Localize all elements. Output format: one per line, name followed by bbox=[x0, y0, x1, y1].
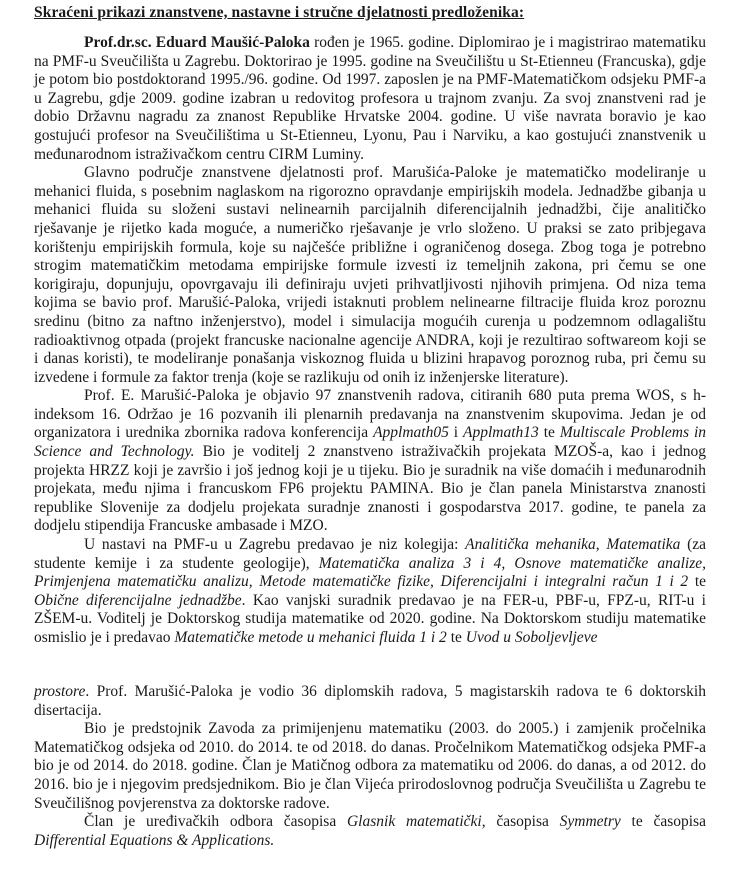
italic-text: Multiscale Problems in Science and Technology. bbox=[34, 424, 707, 461]
bold-text: Prof.dr.sc. Eduard Maušić-Paloka bbox=[84, 34, 310, 51]
paragraph-p5 bbox=[34, 683, 706, 720]
body-text: te bbox=[538, 424, 560, 442]
body-text: Bio je voditelj 2 znanstveno istraživačkih projekata MZOŠ-a, kao i jednog projekta HRZZ koji je završio i još jednog koji je u tijeku. Bio je suradnik na više domaćih i međunarodnih projekata, među njima i francuskom FP6 projektu PAMINA. Bio je član panela Ministarstva znanosti republike Slovenije za dodjelu projekata suradnje znanosti i gospodarstva 2017. godine, te panela za dodjelu stipendija Francuske ambasade i MZO. bbox=[34, 443, 706, 535]
italic-text: Uvod u Soboljevljeve bbox=[465, 629, 598, 646]
italic-text: Glasnik matematički, bbox=[346, 813, 486, 831]
body-text: Prof. E. Marušić-Paloka je objavio 97 znanstvenih radova, citiranih 680 puta prema WOS, s h-indeksom 16. Održao je 16 pozvanih ili plenarnih predavanja na znanstvenim skupovima. Jedan je od organizatora i urednika zbornika radova konferencija bbox=[34, 387, 706, 442]
paragraph-p4 bbox=[34, 536, 706, 648]
body-text: i bbox=[448, 424, 464, 442]
body-text: časopisa bbox=[485, 813, 560, 831]
italic-text: Matematička analiza 3 i 4, Osnove matematičke analize, Primjenjena matematičku analizu, Metode matematičke fizike, Diferencijalni i integralni račun 1 i 2 bbox=[34, 554, 706, 591]
paragraph-p1 bbox=[34, 34, 706, 164]
text-block-top bbox=[34, 34, 706, 648]
italic-text: Matematičke metode u mehanici fluida 1 i 2 bbox=[174, 629, 447, 646]
body-text: te bbox=[446, 629, 466, 646]
italic-text: Symmetry bbox=[559, 813, 621, 831]
body-text: te bbox=[688, 573, 707, 591]
text-block-bottom bbox=[34, 683, 706, 850]
body-text: Bio je predstojnik Zavoda za primijenjenu matematiku (2003. do 2005.) i zamjenik pročelnika Matematičkog odsjeka od 2010. do 2014. te od 2018. do danas. Pročelnikom Matematičkog odsjeka PMF-a bio je od 2014. do 2018. godine. Član je Matičnog odbora za matematiku od 2006. do danas, a od 2012. do 2016. bio je i njegovim predsjednikom. Bio je član Vijeća prirodoslovnog područja Sveučilišta u Zagrebu te Sveučilišnog povjerenstva za doktorske radove. bbox=[34, 720, 706, 812]
body-text: rođen je 1965. godine. Diplomirao je i magistrirao matematiku na PMF-u Sveučilišta u Zagrebu. Doktorirao je 1995. godine na Sveučilištu u St-Etienneu (Francuska), gdje je potom bio postdoktorand 1995./96. godine. Od 1997. zaposlen je na PMF-Matematičkom odsjeku PMF-a u Zagrebu, gdje 2009. godine izabran u redovitog profesora u trajnom zvanju. Za svoj znanstveni rad je dobio Državnu nagradu za znanost Republike Hrvatske 2004. godine. U više navrata boravio je kao gostujući profesor na Sveučilištima u St-Etienneu, Lyonu, Pau i Narviku, a kao gostujući znanstvenik u međunarodnom istraživačkom centru CIRM Luminy. bbox=[34, 34, 706, 163]
body-text: te časopisa bbox=[620, 813, 706, 831]
italic-text: Differential Equations & Applications. bbox=[34, 831, 275, 849]
body-text: Glavno područje znanstvene djelatnosti prof. Marušića-Paloke je matematičko modeliranje u mehanici fluida, s posebnim naglaskom na rigorozno opravdanje empirijskih modela. Jednadžbe gibanja u mehanici fluida su složeni sustavi nelinearnih parcijalnih diferencijalnih jednadžbi, čije analitičko rješavanje je rijetko kada moguće, a numeričko rješavanje je vrlo složeno. U praksi se zato pribjegava korištenju empirijskih formula, koje su najčešće približne i ograničenog dosega. Zbog toga je potrebno strogim matematičkim metodama empirijske formule izvesti iz temeljnih zakona, pri čemu se one korigiraju, dopunjuju, opovrgavaju ili definiraju uvjeti prihvatljivosti njihovih primjena. Od niza tema kojima se bavio prof. Marušić-Paloka, vrijedi istaknuti problem nelinearne filtracije fluida kroz poroznu sredinu (bitno za naftno inženjerstvo), model i simulacija mogućih curenja u podzemnom odlagalištu radioaktivnog otpada (projekt francuske nacionalne agencije ANDRA, koji je rezultirao softwareom koji se i danas koristi), te modeliranje ponašanja viskoznog fluida u blizini hrapavog poroznog ruba, pri čemu su izvedene i formule za faktor trenja (koje se razlikuju od onih iz inženjerske literature). bbox=[34, 164, 706, 386]
section-heading: Skraćeni prikazi znanstvene, nastavne i stručne djelatnosti predloženika: bbox=[34, 4, 525, 21]
italic-text: Applmath05 bbox=[373, 424, 449, 442]
body-text: . Prof. Marušić-Paloka je vodio 36 diplomskih radova, 5 magistarskih radova te 6 doktorskih disertacija. bbox=[34, 683, 706, 719]
body-text: Član je uređivačkih odbora časopisa bbox=[84, 813, 347, 831]
body-text: . Kao vanjski suradnik predavao je na FER-u, PBF-u, FPZ-u, RIT-u i ZŠEM-u. Voditelj je Doktorskog studija matematike od 2020. godine. Na Doktorskom studiju matematike osmislio je i predavao bbox=[34, 591, 706, 646]
body-text: (za studente kemije i za studente geologije), bbox=[34, 536, 707, 572]
paragraph-p2 bbox=[34, 164, 706, 387]
body-text: U nastavi na PMF-u u Zagrebu predavao je niz kolegija: bbox=[84, 536, 466, 554]
italic-text: Analitička mehanika, Matematika bbox=[465, 536, 681, 554]
italic-text: prostore bbox=[34, 683, 86, 700]
paragraph-p7 bbox=[34, 813, 706, 850]
italic-text: Applmath13 bbox=[463, 424, 539, 442]
paragraph-p6 bbox=[34, 720, 706, 813]
paragraph-p3 bbox=[34, 387, 706, 536]
italic-text: Obične diferencijalne jednadžbe bbox=[34, 591, 242, 609]
